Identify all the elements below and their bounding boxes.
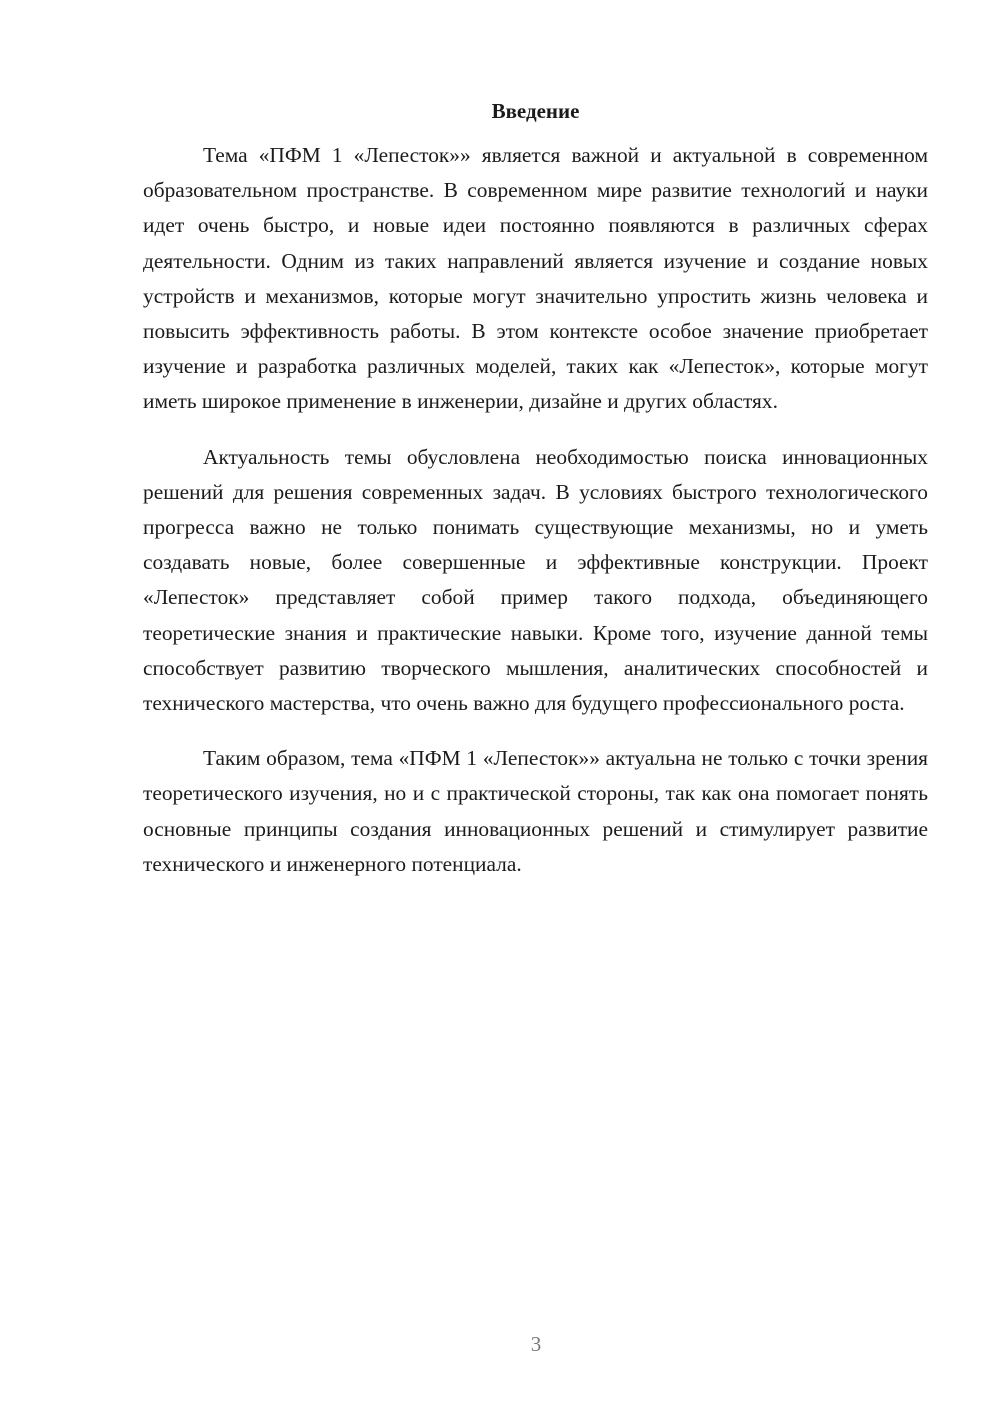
paragraph-relevance: Актуальность темы обусловлена необходимостью поиска инновационных решений для решения современных задач. В условиях быстрого технологического прогресса важно не только понимать существующие механизмы, но и уметь создавать новые, более совершенные и эффективные конструкции. Проект «Лепесток» представляет собой пример такого подхода, объединяющего теоретические знания и практические навыки. Кроме того, изучение данной темы способствует развитию творческого мышления, аналитических способностей и технического мастерства, что очень важно для будущего профессионального роста.	[143, 444, 928, 716]
paragraph-intro: Тема «ПФМ 1 «Лепесток»» является важной и актуальной в современном образовательном пространстве. В современном мире развитие технологий и науки идет очень быстро, и новые идеи постоянно появляются в различных сферах деятельности. Одним из таких направлений является изучение и создание новых устройств и механизмов, которые могут значительно упростить жизнь человека и повысить эффективность работы. В этом контексте особое значение приобретает изучение и разработка различных моделей, таких как «Лепесток», которые могут иметь широкое применение в инженерии, дизайне и других областях.	[143, 143, 928, 414]
section-heading: Введение	[491, 99, 580, 123]
page-number: 3	[530, 1332, 542, 1356]
page-content	[143, 95, 928, 882]
paragraph-conclusion: Таким образом, тема «ПФМ 1 «Лепесток»» актуальна не только с точки зрения теоретического изучения, но и с практической стороны, так как она помогает понять основные принципы создания инновационных решений и стимулирует развитие технического и инженерного потенциала.	[143, 746, 928, 876]
